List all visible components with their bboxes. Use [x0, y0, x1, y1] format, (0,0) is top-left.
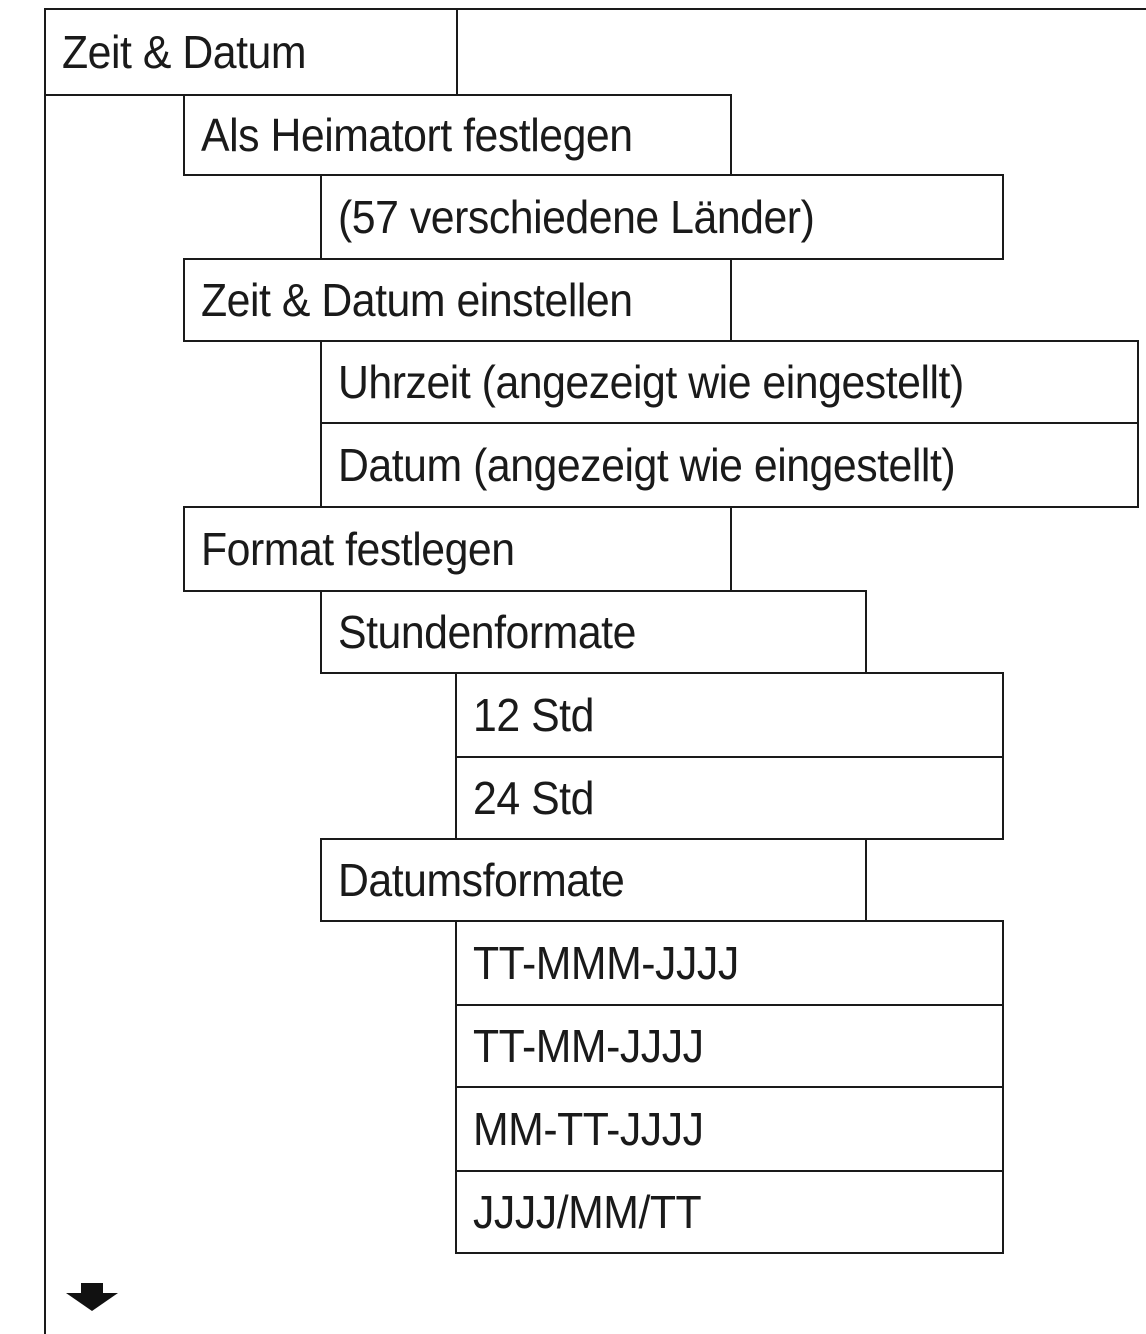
menu-option-12h-label: 12 Std: [473, 689, 594, 741]
tree-trunk-line: [44, 8, 46, 1334]
menu-option-date-format-2: [455, 1004, 1004, 1088]
menu-option-24h: [455, 756, 1004, 840]
menu-option-date-format-4-label: JJJJ/MM/TT: [473, 1186, 702, 1238]
menu-option-date-format-3: [455, 1086, 1004, 1172]
menu-item-home-city-label: Als Heimatort festlegen: [201, 109, 633, 161]
menu-item-set-time-date-label: Zeit & Datum einstellen: [201, 274, 633, 326]
menu-item-home-city: [183, 94, 732, 176]
menu-option-24h-label: 24 Std: [473, 772, 594, 824]
menu-item-set-format: [183, 506, 732, 592]
menu-item-time: [320, 340, 1139, 424]
menu-item-hour-formats: [320, 590, 867, 674]
menu-item-set-format-label: Format festlegen: [201, 523, 515, 575]
menu-option-date-format-2-label: TT-MM-JJJJ: [473, 1020, 704, 1072]
menu-option-date-format-1: [455, 920, 1004, 1006]
menu-item-countries: [320, 174, 1004, 260]
menu-item-date-label: Datum (angezeigt wie eingestellt): [338, 439, 956, 491]
menu-item-countries-label: (57 verschiedene Länder): [338, 191, 815, 243]
menu-root-zeit-datum: [44, 8, 458, 96]
menu-item-time-label: Uhrzeit (angezeigt wie eingestellt): [338, 356, 964, 408]
menu-option-12h: [455, 672, 1004, 758]
menu-option-date-format-4: [455, 1170, 1004, 1254]
menu-item-hour-formats-label: Stundenformate: [338, 606, 636, 658]
menu-option-date-format-1-label: TT-MMM-JJJJ: [473, 937, 739, 989]
menu-root-label: Zeit & Datum: [62, 26, 307, 78]
menu-item-date-formats-label: Datumsformate: [338, 854, 625, 906]
menu-item-date-formats: [320, 838, 867, 922]
menu-option-date-format-3-label: MM-TT-JJJJ: [473, 1103, 704, 1155]
menu-item-date: [320, 422, 1139, 508]
arrow-down-icon: [66, 1283, 118, 1311]
menu-item-set-time-date: [183, 258, 732, 342]
